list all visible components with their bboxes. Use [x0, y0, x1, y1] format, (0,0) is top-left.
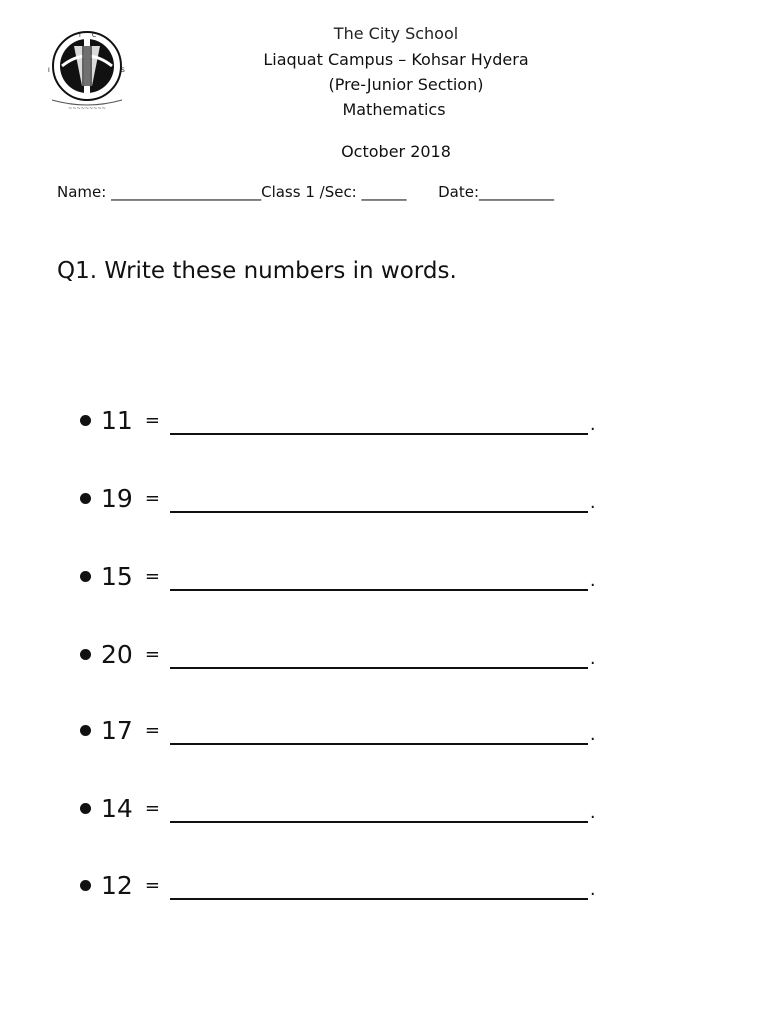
equals-sign: = — [144, 409, 160, 431]
svg-text:I: I — [48, 67, 50, 74]
bullet-icon — [80, 880, 91, 891]
list-item — [80, 556, 596, 596]
list-item — [80, 478, 596, 518]
number-value: 15 — [101, 561, 133, 591]
list-item — [80, 400, 596, 440]
svg-text:S: S — [121, 67, 125, 74]
bullet-icon — [80, 415, 91, 426]
period: . — [589, 491, 596, 513]
answer-blank[interactable] — [170, 647, 588, 669]
name-field[interactable]: ____________________ — [111, 183, 262, 201]
number-value: 11 — [101, 405, 133, 435]
number-value: 19 — [101, 483, 133, 513]
answer-blank[interactable] — [170, 413, 588, 435]
name-label: Name: — [57, 183, 107, 201]
bullet-icon — [80, 493, 91, 504]
number-value: 12 — [101, 870, 133, 900]
class-label: Class 1 /Sec: — [261, 183, 357, 201]
question-title: Q1. Write these numbers in words. — [57, 258, 457, 284]
period: . — [589, 723, 596, 745]
period: . — [589, 413, 596, 435]
equals-sign: = — [144, 487, 160, 509]
equals-sign: = — [144, 565, 160, 587]
svg-text:~~~~~~~~~: ~~~~~~~~~ — [68, 106, 106, 112]
list-item — [80, 865, 596, 905]
equals-sign: = — [144, 719, 160, 741]
list-item — [80, 634, 596, 674]
number-value: 14 — [101, 793, 133, 823]
answer-blank[interactable] — [170, 491, 588, 513]
period: . — [589, 569, 596, 591]
number-value: 20 — [101, 639, 133, 669]
bullet-icon — [80, 803, 91, 814]
date-label: Date: — [438, 183, 479, 201]
sec-field[interactable]: ______ — [361, 183, 407, 201]
school-name: The City School — [333, 24, 459, 43]
answer-blank[interactable] — [170, 878, 588, 900]
answer-blank[interactable] — [170, 723, 588, 745]
answer-blank[interactable] — [170, 801, 588, 823]
number-value: 17 — [101, 715, 133, 745]
period: . — [589, 801, 596, 823]
answer-blank[interactable] — [170, 569, 588, 591]
student-info-line — [57, 183, 554, 201]
campus-name: Liaquat Campus – Kohsar Hydera — [263, 50, 529, 69]
equals-sign: = — [144, 874, 160, 896]
list-item — [80, 710, 596, 750]
list-item — [80, 788, 596, 828]
equals-sign: = — [144, 797, 160, 819]
svg-text:C: C — [92, 32, 97, 39]
bullet-icon — [80, 725, 91, 736]
worksheet-date: October 2018 — [341, 142, 451, 161]
subject-title: Mathematics — [342, 100, 446, 119]
period: . — [589, 878, 596, 900]
section-name: (Pre-Junior Section) — [328, 75, 484, 94]
bullet-icon — [80, 571, 91, 582]
period: . — [589, 647, 596, 669]
svg-text:I: I — [79, 32, 81, 39]
bullet-icon — [80, 649, 91, 660]
equals-sign: = — [144, 643, 160, 665]
date-field[interactable]: __________ — [479, 183, 554, 201]
